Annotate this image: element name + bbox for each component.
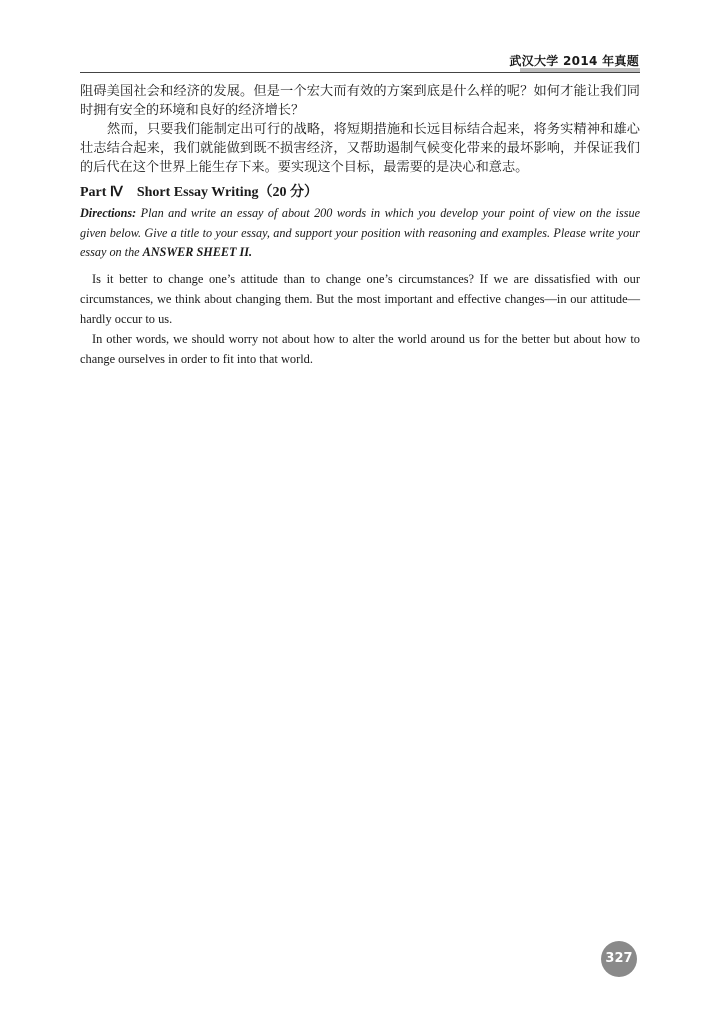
header-title: 武汉大学 2014 年真题 bbox=[509, 54, 639, 68]
part-heading bbox=[80, 183, 640, 203]
page-content bbox=[80, 82, 640, 369]
part-title: Short Essay Writing（20 分） bbox=[136, 185, 318, 200]
page-number: 327 bbox=[601, 941, 637, 977]
answer-sheet-ref: ANSWER SHEET II. bbox=[142, 245, 253, 259]
part-number: Part Ⅳ bbox=[80, 185, 123, 200]
chinese-paragraph-1: 阻碍美国社会和经济的发展。但是一个宏大而有效的方案到底是什么样的呢？如何才能让我们同时拥有安全的环境和良好的经济增长？ bbox=[80, 84, 640, 118]
essay-prompt bbox=[80, 269, 640, 369]
chinese-paragraph-2: 然而，只要我们能制定出可行的战略，将短期措施和长远目标结合起来，将务实精神和雄心壮志结合起来，我们就能做到既不损害经济，又帮助遏制气候变化带来的最坏影响，并保证我们的后代在这个世界上能生存下来。要实现这个目标，最需要的是决心和意志。 bbox=[80, 122, 640, 175]
directions bbox=[80, 204, 640, 263]
essay-paragraph-1: Is it better to change one’s attitude than to change one’s circumstances? If we are dissatisfied with our circumstances, we think about changing them. But the most important and effective changes—in our attitude—hardly occur to us. bbox=[80, 271, 640, 326]
essay-paragraph-2: In other words, we should worry not about how to alter the world around us for the better but about how to change ourselves in order to fit into that world. bbox=[80, 331, 640, 366]
header-rule bbox=[80, 72, 640, 73]
page-header bbox=[0, 0, 718, 80]
directions-label: Directions: bbox=[80, 206, 137, 220]
directions-text: Plan and write an essay of about 200 words in which you develop your point of view on the issue given below. Give a title to your essay, and support your position with reasoning and examples. Please write your essay on the bbox=[80, 206, 640, 259]
